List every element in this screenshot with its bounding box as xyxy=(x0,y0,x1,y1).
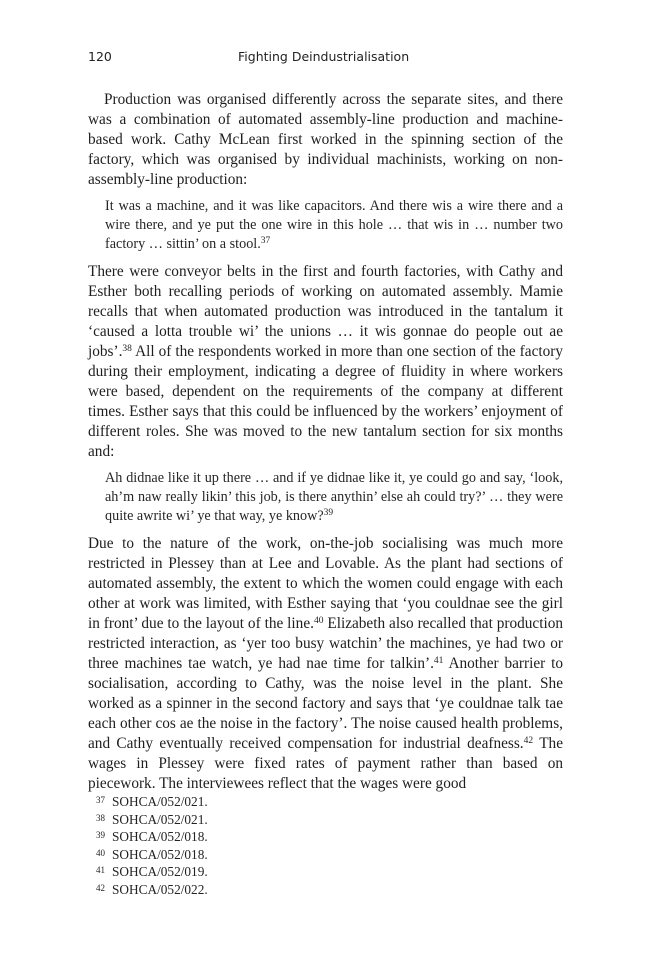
footnote-ref-40: 40 xyxy=(313,615,324,626)
footnote-number: 42 xyxy=(96,882,105,893)
block-quote-2-text: Ah didnae like it up there … and if ye didnae like it, ye could go and say, ‘look, ah’m naw really likin’ this job, is there anythin’ else ah could try?’ … they were quite awrite wi’ ye that way, ye know? xyxy=(105,470,563,524)
running-title: Fighting Deindustrialisation xyxy=(238,49,410,64)
footnote-item xyxy=(96,812,556,830)
footnote-item xyxy=(96,847,556,865)
footnote-number: 39 xyxy=(96,830,105,841)
footnote-text: SOHCA/052/018. xyxy=(112,829,208,845)
footnote-number: 38 xyxy=(96,812,105,823)
footnote-ref-37: 37 xyxy=(260,235,271,246)
footnote-ref-38: 38 xyxy=(122,343,132,354)
paragraph-3 xyxy=(88,534,563,794)
paragraph-2-text-a: There were conveyor belts in the first and fourth factories, with Cathy and Esther both recalling periods of working on automated assembly. Mamie recalls that when automated production was introduced in the tantalum it ‘caused a lotta trouble wi’ the unions … it wis gonnae do people out ae jobs’. xyxy=(88,263,563,360)
paragraph-2-text-b: All of the respondents worked in more than one section of the factory during their employment, indicating a degree of fluidity in where workers were based, dependent on the requirements of the company at different times. Esther says that this could be influenced by the workers’ enjoyment of different roles. She was moved to the new tantalum section for six months and: xyxy=(88,343,563,460)
footnote-text: SOHCA/052/021. xyxy=(112,794,208,809)
footnote-number: 41 xyxy=(96,865,105,876)
footnote-ref-39: 39 xyxy=(323,507,334,518)
footnote-text: SOHCA/052/018. xyxy=(112,846,208,862)
page-number: 120 xyxy=(88,49,112,64)
footnote-item xyxy=(96,794,556,812)
footnotes xyxy=(96,794,556,900)
footnote-ref-42: 42 xyxy=(523,735,534,746)
footnote-text: SOHCA/052/019. xyxy=(112,864,208,880)
block-quote-1 xyxy=(105,197,563,254)
body-text xyxy=(88,90,563,794)
paragraph-1 xyxy=(88,90,563,190)
footnote-text: SOHCA/052/021. xyxy=(112,811,208,827)
paragraph-1-text: Production was organised differently across the separate sites, and there was a combination of automated assembly-line production and machine-based work. Cathy McLean first worked in the spinning section of the factory, which was organised by individual machinists, working on non-assembly-line production: xyxy=(88,91,563,188)
footnote-item xyxy=(96,864,556,882)
footnote-number: 37 xyxy=(96,795,105,805)
footnote-item xyxy=(96,829,556,847)
footnote-text: SOHCA/052/022. xyxy=(112,881,208,897)
paragraph-3-text-a: Due to the nature of the work, on-the-job socialising was much more restricted in Plessey than at Lee and Lovable. As the plant had sections of automated assembly, the extent to which the women could engage with each other at work was limited, with Esther saying that ‘you couldnae see the girl in front’ due to the layout of the line. xyxy=(88,535,563,632)
paragraph-3-text-c: Another barrier to socialisation, according to Cathy, was the noise level in the plant. She worked as a spinner in the second factory and says that ‘ye couldnae talk tae each other cos ae the noise in the factory’. The noise caused health problems, and Cathy eventually received compensation for industrial deafness. xyxy=(88,655,563,752)
paragraph-3-text-b: Elizabeth also recalled that production restricted interaction, as ‘yer too busy watchin’ the machines, ye had two or three machines tae watch, ye had nae time for talkin’. xyxy=(88,615,563,672)
footnote-item xyxy=(96,882,556,900)
paragraph-3-text-d: The wages in Plessey were fixed rates of payment rather than based on piecework. The interviewees reflect that the wages were good xyxy=(88,735,563,792)
footnote-number: 40 xyxy=(96,847,105,858)
block-quote-1-text: It was a machine, and it was like capacitors. And there wis a wire there and a wire there, and ye put the one wire in this hole … that wis in … number two factory … sittin’ on a stool. xyxy=(105,198,563,252)
footnote-ref-41: 41 xyxy=(433,655,444,666)
paragraph-2 xyxy=(88,262,563,462)
page-header xyxy=(88,49,563,69)
block-quote-2 xyxy=(105,469,563,526)
